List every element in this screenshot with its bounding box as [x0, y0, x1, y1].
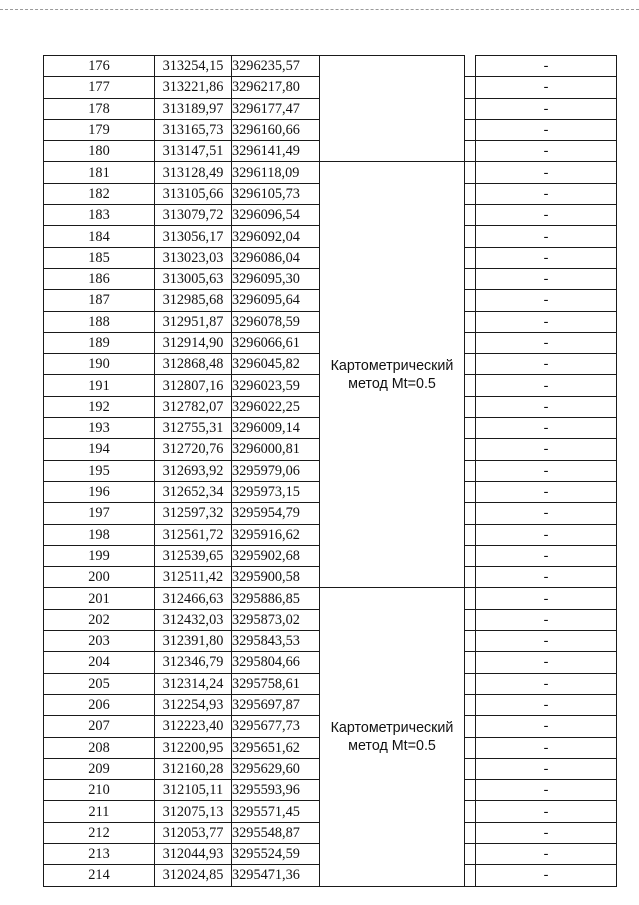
- column-gap: [465, 801, 476, 822]
- x-coordinate-cell: 313221,86: [155, 77, 232, 98]
- accuracy-cell: -: [476, 418, 617, 439]
- x-coordinate-cell: 312597,32: [155, 503, 232, 524]
- point-number-cell: 193: [44, 418, 155, 439]
- point-number-cell: 206: [44, 694, 155, 715]
- x-coordinate-cell: 313254,15: [155, 56, 232, 77]
- column-gap: [465, 460, 476, 481]
- table-row: [44, 162, 617, 183]
- accuracy-cell: -: [476, 183, 617, 204]
- y-coordinate-cell: 3296086,04: [232, 247, 320, 268]
- column-gap: [465, 311, 476, 332]
- column-gap: [465, 375, 476, 396]
- accuracy-cell: -: [476, 567, 617, 588]
- accuracy-cell: -: [476, 843, 617, 864]
- point-number-cell: 188: [44, 311, 155, 332]
- point-number-cell: 200: [44, 567, 155, 588]
- y-coordinate-cell: 3295548,87: [232, 822, 320, 843]
- y-coordinate-cell: 3296235,57: [232, 56, 320, 77]
- x-coordinate-cell: 312561,72: [155, 524, 232, 545]
- x-coordinate-cell: 312391,80: [155, 631, 232, 652]
- point-number-cell: 209: [44, 758, 155, 779]
- point-number-cell: 191: [44, 375, 155, 396]
- y-coordinate-cell: 3296092,04: [232, 226, 320, 247]
- y-coordinate-cell: 3296022,25: [232, 396, 320, 417]
- accuracy-cell: -: [476, 290, 617, 311]
- point-number-cell: 179: [44, 119, 155, 140]
- accuracy-cell: -: [476, 98, 617, 119]
- accuracy-cell: -: [476, 758, 617, 779]
- y-coordinate-cell: 3295900,58: [232, 567, 320, 588]
- accuracy-cell: -: [476, 524, 617, 545]
- x-coordinate-cell: 313079,72: [155, 205, 232, 226]
- point-number-cell: 195: [44, 460, 155, 481]
- column-gap: [465, 332, 476, 353]
- point-number-cell: 207: [44, 716, 155, 737]
- page-top-border: [0, 9, 639, 10]
- point-number-cell: 180: [44, 141, 155, 162]
- accuracy-cell: -: [476, 311, 617, 332]
- column-gap: [465, 119, 476, 140]
- accuracy-cell: -: [476, 396, 617, 417]
- y-coordinate-cell: 3295758,61: [232, 673, 320, 694]
- accuracy-cell: -: [476, 737, 617, 758]
- x-coordinate-cell: 312044,93: [155, 843, 232, 864]
- column-gap: [465, 567, 476, 588]
- accuracy-cell: -: [476, 503, 617, 524]
- x-coordinate-cell: 312200,95: [155, 737, 232, 758]
- x-coordinate-cell: 312223,40: [155, 716, 232, 737]
- column-gap: [465, 737, 476, 758]
- x-coordinate-cell: 313165,73: [155, 119, 232, 140]
- x-coordinate-cell: 313023,03: [155, 247, 232, 268]
- accuracy-cell: -: [476, 609, 617, 630]
- column-gap: [465, 780, 476, 801]
- accuracy-cell: -: [476, 439, 617, 460]
- y-coordinate-cell: 3296023,59: [232, 375, 320, 396]
- y-coordinate-cell: 3296105,73: [232, 183, 320, 204]
- point-number-cell: 176: [44, 56, 155, 77]
- x-coordinate-cell: 312755,31: [155, 418, 232, 439]
- accuracy-cell: -: [476, 268, 617, 289]
- column-gap: [465, 545, 476, 566]
- x-coordinate-cell: 312432,03: [155, 609, 232, 630]
- point-number-cell: 211: [44, 801, 155, 822]
- column-gap: [465, 247, 476, 268]
- point-number-cell: 182: [44, 183, 155, 204]
- y-coordinate-cell: 3295979,06: [232, 460, 320, 481]
- point-number-cell: 190: [44, 354, 155, 375]
- accuracy-cell: -: [476, 56, 617, 77]
- accuracy-cell: -: [476, 780, 617, 801]
- column-gap: [465, 141, 476, 162]
- accuracy-cell: -: [476, 716, 617, 737]
- accuracy-cell: -: [476, 481, 617, 502]
- point-number-cell: 186: [44, 268, 155, 289]
- y-coordinate-cell: 3296118,09: [232, 162, 320, 183]
- column-gap: [465, 716, 476, 737]
- x-coordinate-cell: 312782,07: [155, 396, 232, 417]
- accuracy-cell: -: [476, 247, 617, 268]
- point-number-cell: 177: [44, 77, 155, 98]
- point-number-cell: 189: [44, 332, 155, 353]
- column-gap: [465, 396, 476, 417]
- x-coordinate-cell: 312314,24: [155, 673, 232, 694]
- y-coordinate-cell: 3295973,15: [232, 481, 320, 502]
- method-line-2: метод Mt=0.5: [348, 375, 436, 392]
- y-coordinate-cell: 3296096,54: [232, 205, 320, 226]
- x-coordinate-cell: 313189,97: [155, 98, 232, 119]
- point-number-cell: 203: [44, 631, 155, 652]
- y-coordinate-cell: 3295804,66: [232, 652, 320, 673]
- accuracy-cell: -: [476, 375, 617, 396]
- y-coordinate-cell: 3296177,47: [232, 98, 320, 119]
- x-coordinate-cell: 312693,92: [155, 460, 232, 481]
- x-coordinate-cell: 313056,17: [155, 226, 232, 247]
- x-coordinate-cell: 312652,34: [155, 481, 232, 502]
- y-coordinate-cell: 3296000,81: [232, 439, 320, 460]
- table-row: [44, 588, 617, 609]
- x-coordinate-cell: 312053,77: [155, 822, 232, 843]
- accuracy-cell: -: [476, 631, 617, 652]
- y-coordinate-cell: 3295873,02: [232, 609, 320, 630]
- y-coordinate-cell: 3295843,53: [232, 631, 320, 652]
- point-number-cell: 196: [44, 481, 155, 502]
- column-gap: [465, 758, 476, 779]
- method-line-1: Картометрический: [330, 720, 454, 736]
- y-coordinate-cell: 3295677,73: [232, 716, 320, 737]
- column-gap: [465, 56, 476, 77]
- y-coordinate-cell: 3296095,64: [232, 290, 320, 311]
- column-gap: [465, 843, 476, 864]
- column-gap: [465, 183, 476, 204]
- method-cell: [320, 588, 465, 886]
- x-coordinate-cell: 312346,79: [155, 652, 232, 673]
- point-number-cell: 185: [44, 247, 155, 268]
- column-gap: [465, 673, 476, 694]
- x-coordinate-cell: 312105,11: [155, 780, 232, 801]
- x-coordinate-cell: 312024,85: [155, 865, 232, 886]
- point-number-cell: 214: [44, 865, 155, 886]
- point-number-cell: 194: [44, 439, 155, 460]
- point-number-cell: 201: [44, 588, 155, 609]
- y-coordinate-cell: 3295524,59: [232, 843, 320, 864]
- accuracy-cell: -: [476, 652, 617, 673]
- column-gap: [465, 588, 476, 609]
- column-gap: [465, 503, 476, 524]
- accuracy-cell: -: [476, 119, 617, 140]
- point-number-cell: 178: [44, 98, 155, 119]
- column-gap: [465, 77, 476, 98]
- x-coordinate-cell: 312807,16: [155, 375, 232, 396]
- x-coordinate-cell: 312511,42: [155, 567, 232, 588]
- x-coordinate-cell: 313005,63: [155, 268, 232, 289]
- accuracy-cell: -: [476, 822, 617, 843]
- x-coordinate-cell: 312160,28: [155, 758, 232, 779]
- point-number-cell: 184: [44, 226, 155, 247]
- point-number-cell: 204: [44, 652, 155, 673]
- accuracy-cell: -: [476, 141, 617, 162]
- accuracy-cell: -: [476, 588, 617, 609]
- y-coordinate-cell: 3295651,62: [232, 737, 320, 758]
- column-gap: [465, 162, 476, 183]
- column-gap: [465, 609, 476, 630]
- y-coordinate-cell: 3296066,61: [232, 332, 320, 353]
- point-number-cell: 183: [44, 205, 155, 226]
- x-coordinate-cell: 312539,65: [155, 545, 232, 566]
- y-coordinate-cell: 3296141,49: [232, 141, 320, 162]
- column-gap: [465, 439, 476, 460]
- y-coordinate-cell: 3296217,80: [232, 77, 320, 98]
- method-line-1: Картометрический: [330, 357, 454, 374]
- accuracy-cell: -: [476, 673, 617, 694]
- y-coordinate-cell: 3296078,59: [232, 311, 320, 332]
- column-gap: [465, 631, 476, 652]
- method-cell: [320, 162, 465, 588]
- x-coordinate-cell: 312075,13: [155, 801, 232, 822]
- column-gap: [465, 865, 476, 886]
- y-coordinate-cell: 3296095,30: [232, 268, 320, 289]
- column-gap: [465, 205, 476, 226]
- accuracy-cell: -: [476, 332, 617, 353]
- x-coordinate-cell: 312951,87: [155, 311, 232, 332]
- column-gap: [465, 418, 476, 439]
- y-coordinate-cell: 3295916,62: [232, 524, 320, 545]
- x-coordinate-cell: 312985,68: [155, 290, 232, 311]
- y-coordinate-cell: 3296045,82: [232, 354, 320, 375]
- y-coordinate-cell: 3295593,96: [232, 780, 320, 801]
- point-number-cell: 199: [44, 545, 155, 566]
- column-gap: [465, 524, 476, 545]
- column-gap: [465, 290, 476, 311]
- y-coordinate-cell: 3295954,79: [232, 503, 320, 524]
- accuracy-cell: -: [476, 694, 617, 715]
- table-row: [44, 56, 617, 77]
- accuracy-cell: -: [476, 226, 617, 247]
- x-coordinate-cell: 312254,93: [155, 694, 232, 715]
- y-coordinate-cell: 3295697,87: [232, 694, 320, 715]
- accuracy-cell: -: [476, 545, 617, 566]
- point-number-cell: 210: [44, 780, 155, 801]
- y-coordinate-cell: 3295571,45: [232, 801, 320, 822]
- x-coordinate-cell: 312914,90: [155, 332, 232, 353]
- x-coordinate-cell: 312720,76: [155, 439, 232, 460]
- coordinates-table: [43, 55, 617, 887]
- column-gap: [465, 481, 476, 502]
- accuracy-cell: -: [476, 354, 617, 375]
- point-number-cell: 192: [44, 396, 155, 417]
- accuracy-cell: -: [476, 801, 617, 822]
- point-number-cell: 212: [44, 822, 155, 843]
- y-coordinate-cell: 3296009,14: [232, 418, 320, 439]
- coordinates-table-body: [44, 56, 617, 887]
- point-number-cell: 205: [44, 673, 155, 694]
- point-number-cell: 208: [44, 737, 155, 758]
- column-gap: [465, 652, 476, 673]
- column-gap: [465, 694, 476, 715]
- y-coordinate-cell: 3295471,36: [232, 865, 320, 886]
- column-gap: [465, 226, 476, 247]
- point-number-cell: 197: [44, 503, 155, 524]
- x-coordinate-cell: 313147,51: [155, 141, 232, 162]
- y-coordinate-cell: 3295886,85: [232, 588, 320, 609]
- x-coordinate-cell: 312868,48: [155, 354, 232, 375]
- x-coordinate-cell: 312466,63: [155, 588, 232, 609]
- column-gap: [465, 268, 476, 289]
- point-number-cell: 202: [44, 609, 155, 630]
- accuracy-cell: -: [476, 460, 617, 481]
- method-line-2: метод Mt=0.5: [348, 738, 436, 754]
- column-gap: [465, 354, 476, 375]
- point-number-cell: 181: [44, 162, 155, 183]
- y-coordinate-cell: 3296160,66: [232, 119, 320, 140]
- point-number-cell: 198: [44, 524, 155, 545]
- accuracy-cell: -: [476, 162, 617, 183]
- column-gap: [465, 98, 476, 119]
- point-number-cell: 187: [44, 290, 155, 311]
- accuracy-cell: -: [476, 77, 617, 98]
- method-cell: [320, 56, 465, 162]
- point-number-cell: 213: [44, 843, 155, 864]
- accuracy-cell: -: [476, 205, 617, 226]
- column-gap: [465, 822, 476, 843]
- y-coordinate-cell: 3295629,60: [232, 758, 320, 779]
- y-coordinate-cell: 3295902,68: [232, 545, 320, 566]
- x-coordinate-cell: 313128,49: [155, 162, 232, 183]
- x-coordinate-cell: 313105,66: [155, 183, 232, 204]
- accuracy-cell: -: [476, 865, 617, 886]
